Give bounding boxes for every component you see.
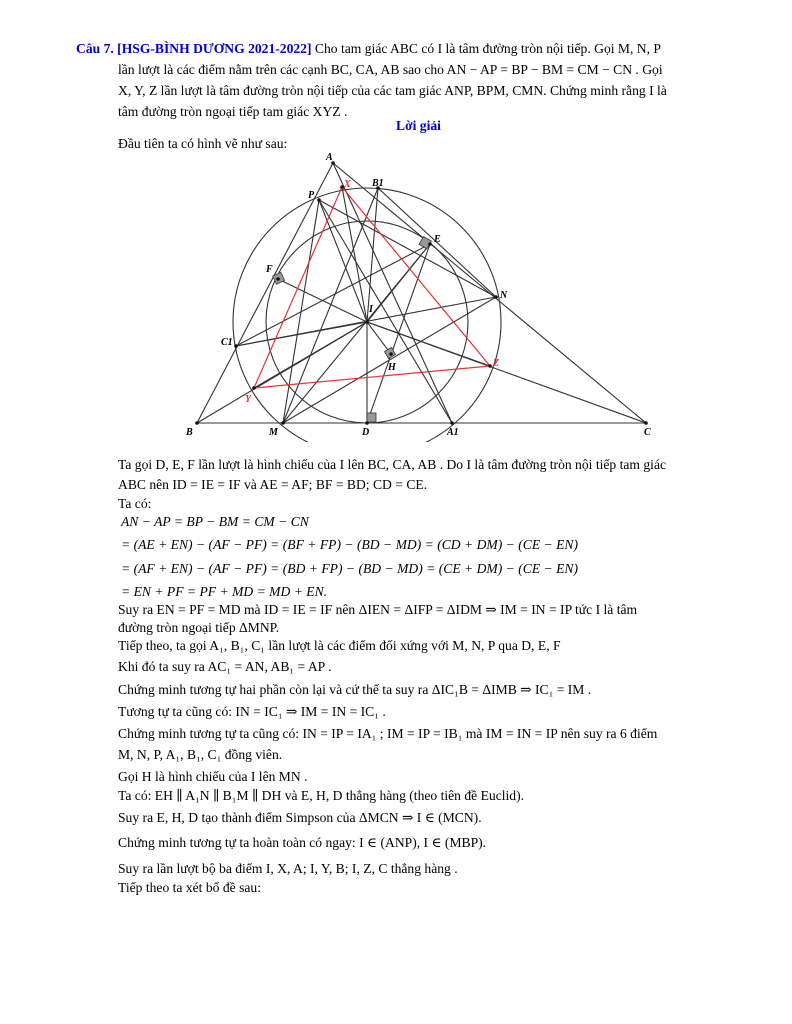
label-e: E xyxy=(434,234,441,245)
label-b1: B1 xyxy=(372,178,384,189)
label-b: B xyxy=(186,427,193,438)
body-line-11: Khi đó ta suy ra AC₁ = AN, AB₁ = AP . xyxy=(118,659,332,674)
body-line-10: Tiếp theo, ta gọi A₁, B₁, C₁ lần lượt là các điểm đối xứng với M, N, P qua D, E, F xyxy=(118,638,561,653)
problem-line-4: tâm đường tròn ngoại tiếp tam giác XYZ . xyxy=(118,104,348,119)
triangle-abc xyxy=(197,163,646,423)
body-line-14: Chứng minh tương tự ta cũng có: IN = IP = IA₁ ; IM = IP = IB₁ mà IM = IN = IP nên suy ra 6 điểm xyxy=(118,726,658,741)
problem-line-3: X, Y, Z lần lượt là tâm đường tròn nội tiếp của các tam giác ANP, BPM, CMN. Chứng minh rằng I là xyxy=(118,83,667,98)
label-y: Y xyxy=(245,394,252,405)
body-line-4: AN − AP = BP − BM = CM − CN xyxy=(121,514,309,529)
body-line-7: = EN + PF = PF + MD = MD + EN. xyxy=(121,584,328,599)
body-line-17: Ta có: EH ∥ A₁N ∥ B₁M ∥ DH và E, H, D thẳng hàng (theo tiên đề Euclid). xyxy=(118,788,525,803)
label-x: X xyxy=(344,179,351,190)
problem-line-2: lần lượt là các điểm nằm trên các cạnh BC, CA, AB sao cho AN − AP = BP − BM = CM − CN . Gọi xyxy=(118,62,663,77)
body-line-9: đường tròn ngoại tiếp ΔMNP. xyxy=(118,620,280,635)
label-m: M xyxy=(269,427,278,438)
problem-tag: Câu 7. [HSG-BÌNH DƯƠNG 2021-2022] xyxy=(76,41,312,56)
body-line-13: Tương tự ta cũng có: IN = IC₁ ⇒ IM = IN = IC₁ . xyxy=(118,704,386,719)
label-z: Z xyxy=(493,358,500,369)
body-line-18: Suy ra E, H, D tạo thành điểm Simpson của ΔMCN ⇒ I ∈ (MCN). xyxy=(118,810,482,825)
label-c: C xyxy=(644,427,651,438)
label-a1: A1 xyxy=(447,427,459,438)
label-a: A xyxy=(326,152,333,163)
problem-line-1-text: Cho tam giác ABC có I là tâm đường tròn nội tiếp. Gọi M, N, P xyxy=(314,41,661,56)
solution-title: Lời giải xyxy=(396,118,441,133)
label-c1: C1 xyxy=(221,337,233,348)
label-i: I xyxy=(369,304,373,315)
body-line-21: Tiếp theo ta xét bổ đề sau: xyxy=(118,880,261,895)
body-line-12: Chứng minh tương tự hai phần còn lại và cứ thế ta suy ra ΔIC₁B = ΔIMB ⇒ IC₁ = IM . xyxy=(118,682,592,697)
triangle-xyz xyxy=(254,187,490,388)
label-f: F xyxy=(266,264,273,275)
body-line-5: = (AE + EN) − (AF − PF) = (BF + FP) − (BD − MD) = (CD + DM) − (CE − EN) xyxy=(121,537,578,552)
problem-line-1 xyxy=(76,40,661,58)
label-p: P xyxy=(308,190,315,201)
body-line-19: Chứng minh tương tự ta hoàn toàn có ngay: I ∈ (ANP), I ∈ (MBP). xyxy=(118,835,487,850)
body-line-6: = (AF + EN) − (AF − PF) = (BD + FP) − (BD − MD) = (CE + DM) − (CE − EN) xyxy=(121,561,578,576)
body-line-15: M, N, P, A₁, B₁, C₁ đồng viên. xyxy=(118,747,283,762)
body-line-2: ABC nên ID = IE = IF và AE = AF; BF = BD; CD = CE. xyxy=(118,477,428,492)
intro-text: Đầu tiên ta có hình vẽ như sau: xyxy=(118,136,288,151)
label-d: D xyxy=(362,427,370,438)
body-line-20: Suy ra lần lượt bộ ba điểm I, X, A; I, Y, B; I, Z, C thẳng hàng . xyxy=(118,861,458,876)
body-line-1: Ta gọi D, E, F lần lượt là hình chiếu của I lên BC, CA, AB . Do I là tâm đường tròn nội tiếp tam giác xyxy=(118,457,667,472)
body-line-8: Suy ra EN = PF = MD mà ID = IE = IF nên ΔIEN = ΔIFP = ΔIDM ⇒ IM = IN = IP tức I là tâm xyxy=(118,602,638,617)
body-line-16: Gọi H là hình chiếu của I lên MN . xyxy=(118,769,308,784)
geometry-figure xyxy=(180,150,670,442)
body-line-3: Ta có: xyxy=(118,496,152,511)
label-h: H xyxy=(388,362,396,373)
label-n: N xyxy=(500,290,508,301)
